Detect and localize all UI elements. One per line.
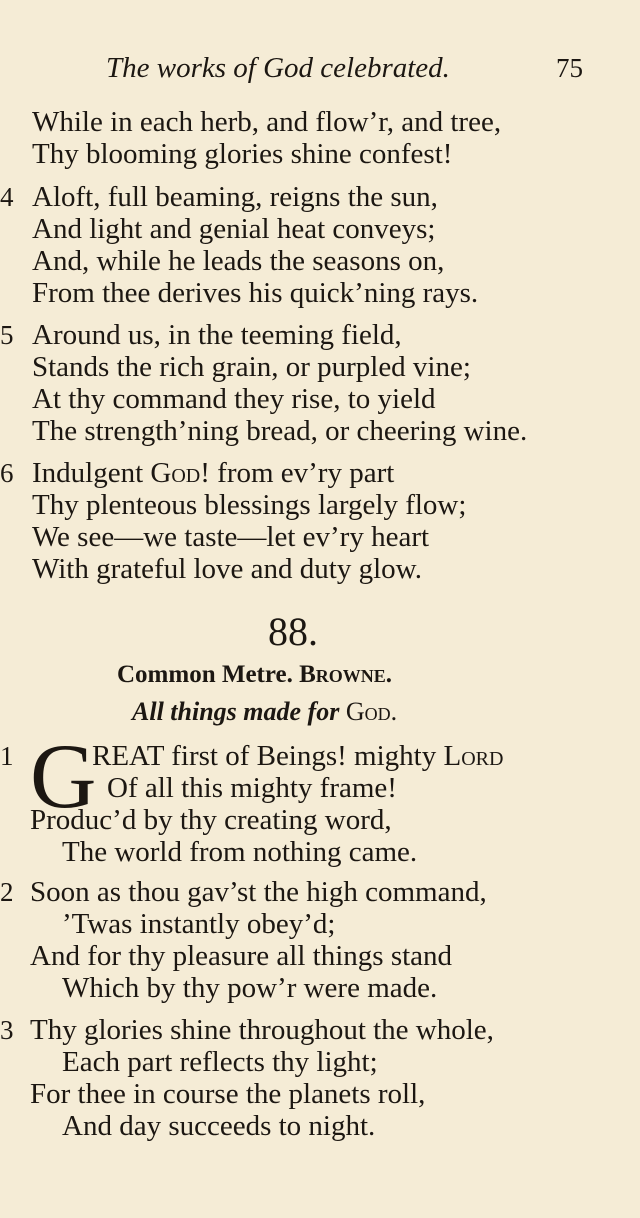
hymn-author: Browne. (299, 661, 393, 688)
stanza-number: 3 (0, 1015, 14, 1045)
verse-line: Thy plenteous blessings largely flow; (32, 489, 467, 521)
divine-name: Lord (443, 740, 504, 772)
stanza-number: 4 (0, 182, 14, 212)
stanza-number: 1 (0, 741, 14, 771)
verse-line: Aloft, full beaming, reigns the sun, (32, 181, 438, 213)
verse-line: We see—we taste—let ev’ry heart (32, 521, 430, 553)
verse-line: Thy blooming glories shine confest! (32, 138, 453, 170)
verse-line: And for thy pleasure all things stand (30, 940, 453, 972)
verse-line: Each part reflects thy light; (62, 1046, 378, 1078)
hymn-subtitle (132, 697, 397, 727)
page-number: 75 (556, 53, 583, 83)
hymn-meter (117, 660, 392, 690)
verse-line: Around us, in the teeming field, (32, 319, 402, 351)
verse-text: ! from ev’ry part (200, 457, 395, 489)
verse-line: ’Twas instantly obey’d; (62, 908, 336, 940)
divine-name: God. (345, 697, 398, 726)
verse-line: From thee derives his quick’ning rays. (32, 277, 479, 309)
stanza-number: 2 (0, 877, 14, 907)
running-title: The works of God celebrated. (106, 52, 450, 84)
verse-line: Which by thy pow’r were made. (62, 972, 438, 1004)
verse-line: Of all this mighty frame! (107, 772, 397, 804)
verse-line: Soon as thou gav’st the high command, (30, 876, 487, 908)
meter-text: Common Metre. (117, 661, 293, 688)
verse-line: For thee in course the planets roll, (30, 1078, 426, 1110)
verse-line: Thy glories shine throughout the whole, (30, 1014, 494, 1046)
stanza-number: 5 (0, 320, 14, 350)
verse-line: And, while he leads the seasons on, (32, 245, 445, 277)
verse-line: The world from nothing came. (62, 836, 418, 868)
verse-line: The strength’ning bread, or cheering wine. (32, 415, 528, 447)
drop-cap: G (30, 725, 97, 827)
verse-line: Produc’d by thy creating word, (30, 804, 392, 836)
verse-line: At thy command they rise, to yield (32, 383, 436, 415)
verse-text: REAT first of Beings! mighty (92, 740, 444, 772)
verse-line: And light and genial heat conveys; (32, 213, 436, 245)
divine-name: God (150, 457, 201, 489)
verse-line (92, 740, 503, 772)
verse-line: Stands the rich grain, or purpled vine; (32, 351, 471, 383)
subtitle-text: All things made for (132, 697, 340, 726)
verse-line: With grateful love and duty glow. (32, 553, 422, 585)
verse-line: While in each herb, and flow’r, and tree, (32, 106, 502, 138)
verse-line: And day succeeds to night. (62, 1110, 376, 1142)
verse-line (32, 457, 394, 489)
verse-text: Indulgent (32, 457, 151, 489)
stanza-number: 6 (0, 458, 14, 488)
hymn-number: 88. (268, 609, 318, 654)
